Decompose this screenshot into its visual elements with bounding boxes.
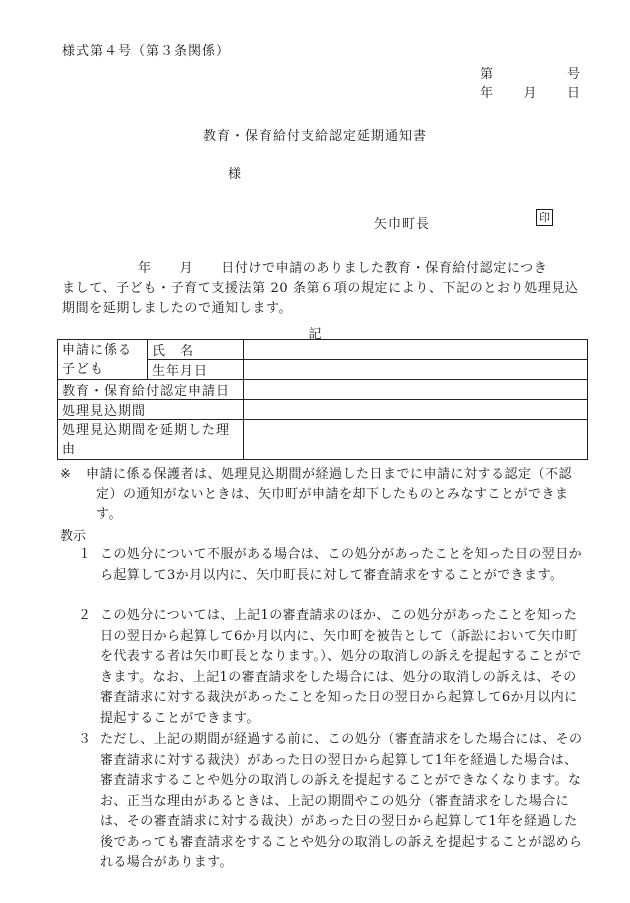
processing-period-value-cell	[244, 400, 588, 420]
date-day: 日	[566, 86, 580, 101]
instruction-item-number: ３	[78, 732, 92, 747]
document-number-line	[480, 63, 580, 82]
extension-reason-label: 処理見込期間を延期した理由	[58, 420, 244, 460]
name-label: 氏 名	[148, 340, 244, 360]
number-prefix: 第	[480, 67, 494, 82]
document-date-line	[480, 82, 580, 101]
instruction-item-2	[78, 606, 586, 729]
applicant-child-label: 申請に係る子ども	[58, 340, 148, 380]
table-row	[58, 400, 588, 420]
notice-body-line1	[62, 259, 584, 279]
notice-body	[62, 259, 584, 319]
instruction-item-text: この処分について不服がある場合は、この処分があったことを知った日の翌日から起算して3か月以内に、矢巾町長に対して審査請求をすることができます。	[100, 547, 583, 583]
instruction-item-1	[78, 545, 586, 586]
body-year: 年	[138, 261, 152, 276]
note-mark: ※	[60, 467, 72, 482]
birthdate-value-cell	[244, 360, 588, 380]
form-number: 様式第４号（第３条関係）	[62, 44, 231, 59]
body-day-text: 日付けで申請のありました教育・保育給付認定につき	[221, 261, 548, 276]
document-title: 教育・保育給付支給認定延期通知書	[202, 129, 427, 144]
table-row	[58, 420, 588, 460]
addressee-suffix: 様	[228, 167, 242, 182]
table-row	[58, 380, 588, 400]
note-text: 申請に係る保護者は、処理見込期間が経過した日までに申請に対する認定（不認定）の通知がないときは、矢巾町が申請を却下したものとみなすことができます。	[86, 467, 573, 522]
table-row	[58, 340, 588, 360]
instruction-item-3	[78, 730, 586, 874]
name-value-cell	[244, 340, 588, 360]
date-month: 月	[523, 86, 537, 101]
issuer-name: 矢巾町長	[374, 217, 431, 232]
notice-body-rest: まして、子ども・子育て支援法第 20 条第６項の規定により、下記のとおり処理見込期間を延期しましたので通知します。	[62, 281, 579, 316]
body-month: 月	[179, 261, 194, 276]
number-suffix: 号	[566, 67, 580, 82]
instruction-item-text: ただし、上記の期間が経過する前に、この処分（審査請求をした場合には、その審査請求に対する裁決）があった日の翌日から起算して1年を経過した場合は、審査請求することや処分の取消しの訴えを提起することができなくなります。なお、正当な理由があるときは、上記の期間やこの処分（審査請求をした場合には、その審査請求に対する裁決）があった日の翌日から起算して1年を経過した後であっても審査請求をすることや処分の取消しの訴えを提起することが認められる場合があります。	[100, 732, 583, 870]
instruction-item-number: ２	[78, 608, 92, 623]
application-date-value-cell	[244, 380, 588, 400]
deemed-rejection-note	[60, 465, 588, 525]
seal-mark	[536, 209, 553, 226]
instruction-item-number: １	[78, 547, 92, 562]
ki-heading: 記	[308, 327, 322, 342]
date-year: 年	[480, 86, 494, 101]
instruction-heading: 教示	[60, 529, 87, 544]
seal-label: 印	[539, 211, 550, 224]
info-table	[57, 339, 588, 460]
birthdate-label: 生年月日	[148, 360, 244, 380]
extension-reason-value-cell	[244, 420, 588, 460]
instruction-item-text: この処分については、上記1の審査請求のほか、この処分があったことを知った日の翌日から起算して6か月以内に、矢巾町を被告として（訴訟において矢巾町を代表する者は矢巾町長となります。）、処分の取消しの訴えを提起することができます。なお、上記1の審査請求をした場合には、処分の取消しの訴えは、その審査請求に対する裁決があったことを知った日の翌日から起算して6か月以内に提起することができます。	[100, 608, 582, 726]
application-date-label: 教育・保育給付認定申請日	[58, 380, 244, 400]
processing-period-label: 処理見込期間	[58, 400, 244, 420]
